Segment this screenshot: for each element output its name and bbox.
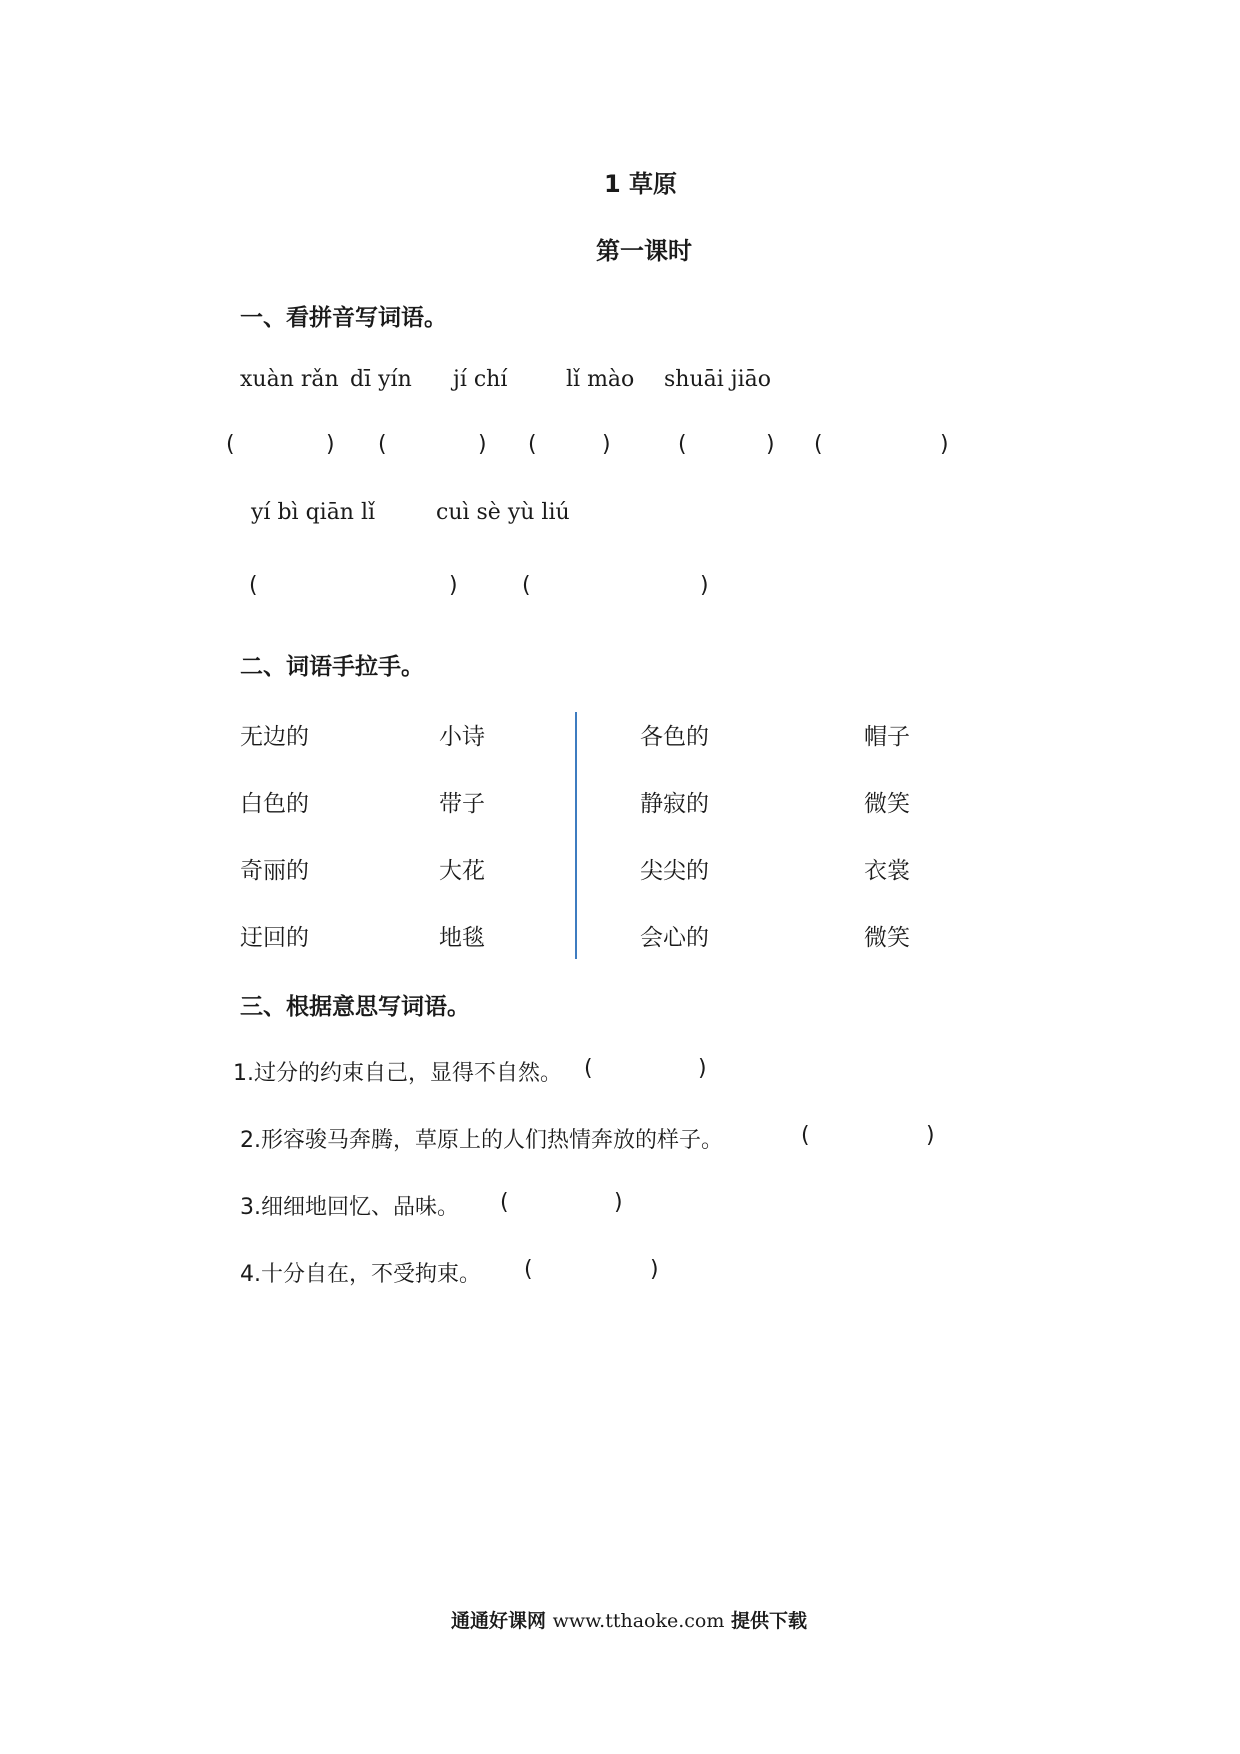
match-word: 会心的 [640, 925, 709, 951]
match-word: 帽子 [864, 724, 910, 750]
blank-close-paren: ) [650, 1257, 659, 1282]
blank-open-paren: ( [249, 573, 258, 598]
blank-open-paren: ( [584, 1056, 593, 1081]
match-word: 白色的 [240, 791, 309, 817]
pinyin-word: lǐ mào [566, 367, 635, 392]
match-word: 迂回的 [240, 925, 309, 951]
blank-close-paren: ) [698, 1056, 707, 1081]
match-word: 地毯 [439, 925, 485, 951]
blank-close-paren: ) [614, 1190, 623, 1215]
blank-open-paren: ( [500, 1190, 509, 1215]
blank-open-paren: ( [528, 432, 537, 457]
blank-close-paren: ) [700, 573, 709, 598]
lesson-subtitle: 第一课时 [596, 237, 692, 265]
definition-text: 4.十分自在，不受拘束。 [240, 1262, 481, 1287]
definition-text: 2.形容骏马奔腾，草原上的人们热情奔放的样子。 [240, 1128, 723, 1153]
blank-open-paren: ( [522, 573, 531, 598]
section-3-heading: 三、根据意思写词语。 [240, 994, 470, 1020]
blank-close-paren: ) [478, 432, 487, 457]
pinyin-word: jí chí [453, 367, 508, 392]
match-word: 带子 [439, 791, 485, 817]
definition-text: 1.过分的约束自己，显得不自然。 [233, 1061, 562, 1086]
match-word: 微笑 [864, 791, 910, 817]
blank-close-paren: ) [940, 432, 949, 457]
blank-open-paren: ( [378, 432, 387, 457]
pinyin-word: dī yín [350, 367, 412, 392]
blank-open-paren: ( [524, 1257, 533, 1282]
match-word: 无边的 [240, 724, 309, 750]
pinyin-word: shuāi jiāo [664, 367, 771, 392]
match-word: 微笑 [864, 925, 910, 951]
section-1-heading: 一、看拼音写词语。 [240, 305, 447, 331]
blank-open-paren: ( [678, 432, 687, 457]
pinyin-word: cuì sè yù liú [436, 500, 570, 525]
match-word: 静寂的 [640, 791, 709, 817]
match-word: 衣裳 [864, 858, 910, 884]
pinyin-word: yí bì qiān lǐ [251, 500, 376, 525]
blank-close-paren: ) [766, 432, 775, 457]
lesson-title: 1 草原 [604, 170, 678, 198]
column-divider [575, 712, 577, 959]
footer-suffix: 提供下载 [731, 1610, 808, 1632]
match-word: 各色的 [640, 724, 709, 750]
footer-credit [451, 1606, 807, 1633]
match-word: 小诗 [439, 724, 485, 750]
match-word: 奇丽的 [240, 858, 309, 884]
blank-close-paren: ) [449, 573, 458, 598]
match-word: 大花 [439, 858, 485, 884]
blank-open-paren: ( [801, 1123, 810, 1148]
pinyin-word: xuàn rǎn [240, 367, 339, 392]
section-2-heading: 二、词语手拉手。 [240, 654, 424, 680]
footer-url[interactable]: www.tthaoke.com [552, 1610, 725, 1632]
blank-open-paren: ( [814, 432, 823, 457]
footer-site-name: 通通好课网 [451, 1610, 547, 1632]
definition-text: 3.细细地回忆、品味。 [240, 1195, 459, 1220]
blank-close-paren: ) [926, 1123, 935, 1148]
blank-close-paren: ) [326, 432, 335, 457]
match-word: 尖尖的 [640, 858, 709, 884]
blank-close-paren: ) [602, 432, 611, 457]
blank-open-paren: ( [226, 432, 235, 457]
